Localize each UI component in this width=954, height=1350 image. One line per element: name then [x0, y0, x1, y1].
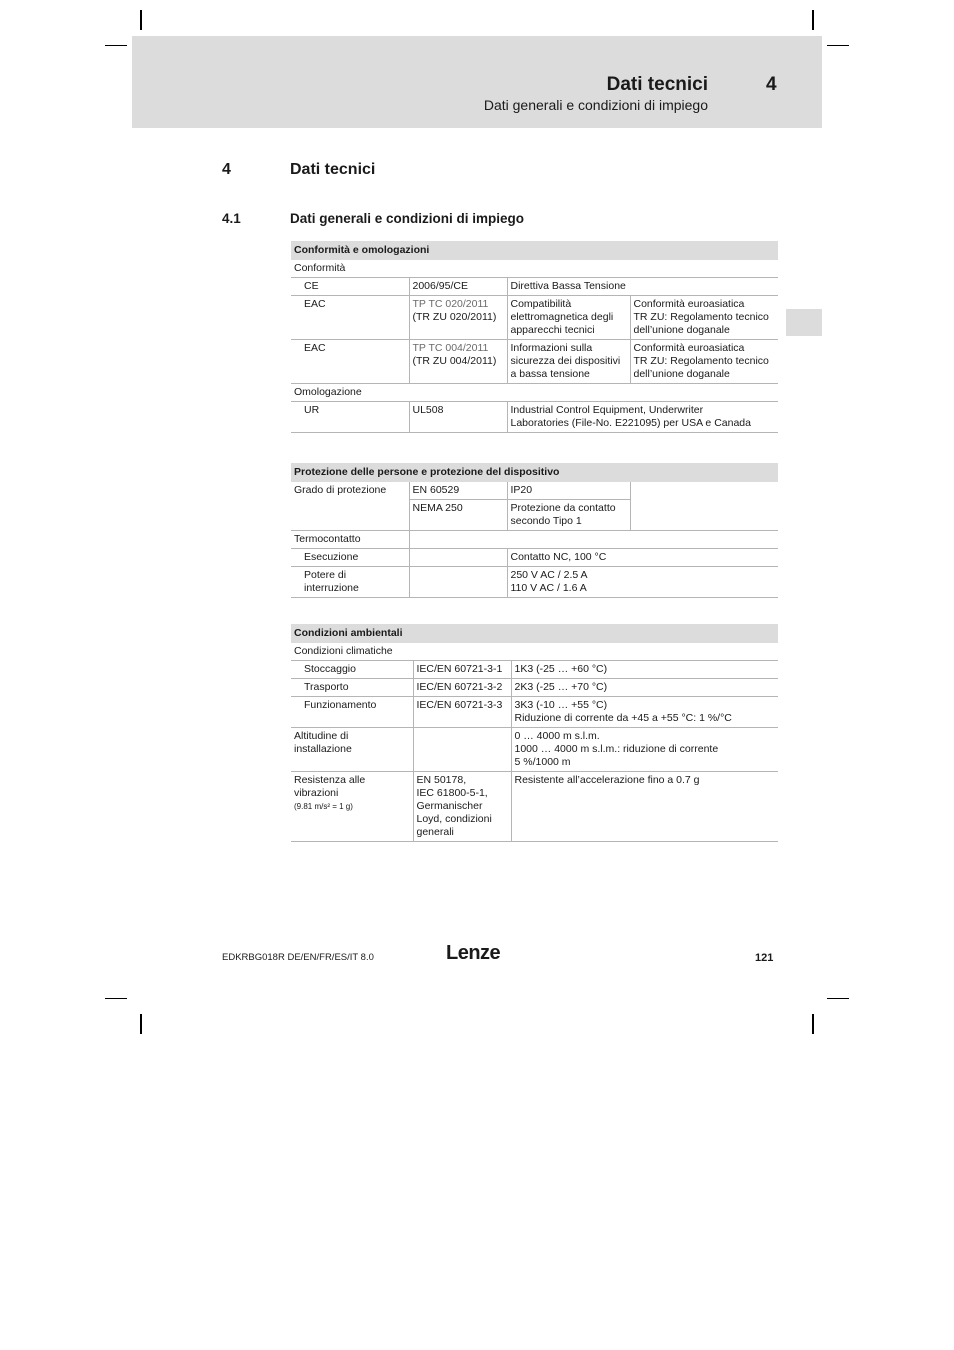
protection-table [291, 463, 778, 598]
cell-standard: NEMA 250 [409, 500, 507, 531]
standard-line: EN 50178, [416, 774, 467, 786]
lenze-logo: Lenze [446, 942, 501, 964]
table-row [291, 296, 778, 340]
standard-line: IEC 61800-5-1, [416, 787, 488, 799]
crop-mark [105, 998, 127, 999]
label-line: Resistenza alle [294, 774, 366, 786]
cell-label: CE [291, 278, 409, 296]
table-row [291, 340, 778, 384]
table-row [291, 661, 778, 679]
cell-value [507, 500, 630, 531]
table-row [291, 728, 778, 772]
heading1-text: Dati tecnici [290, 161, 376, 178]
value-line: Protezione da contatto [510, 502, 616, 514]
cell-empty [409, 531, 778, 549]
standard-line: TP TC 004/2011 [412, 342, 489, 354]
conformity-table [291, 241, 778, 433]
heading2-text: Dati generali e condizioni di impiego [290, 211, 525, 226]
cell-description: Direttiva Bassa Tensione [507, 278, 778, 296]
value-line: 0 … 4000 m s.l.m. [514, 730, 600, 742]
row-group-label: Condizioni climatiche [294, 645, 393, 657]
cell-label: UR [291, 402, 409, 433]
header-subtitle: Dati generali e condizioni di impiego [483, 97, 708, 113]
label-line: interruzione [304, 582, 359, 594]
crop-mark [812, 10, 814, 30]
table-row [291, 402, 778, 433]
footer-doc-code: EDKRBG018R DE/EN/FR/ES/IT 8.0 [222, 952, 374, 963]
crop-mark [812, 1014, 814, 1034]
note-line: dell’unione doganale [633, 368, 730, 380]
value-line: 250 V AC / 2.5 A [510, 569, 588, 581]
desc-line: apparecchi tecnici [510, 324, 595, 336]
page-number: 121 [755, 952, 774, 964]
value-line: 1000 … 4000 m s.l.m.: riduzione di corrente [514, 743, 719, 755]
cell-standard: IEC/EN 60721-3-1 [413, 661, 511, 679]
table-row [291, 549, 778, 567]
cell-note [630, 340, 778, 384]
note-line: Conformità euroasiatica [633, 298, 745, 310]
standard-line: (TR ZU 004/2011) [412, 355, 497, 367]
cell-label: EAC [291, 340, 409, 384]
cell-value [511, 728, 778, 772]
label-line: Potere di [304, 569, 347, 581]
cell-note [630, 296, 778, 340]
cell-standard: UL508 [409, 402, 507, 433]
cell-label [291, 772, 413, 842]
table-row [291, 679, 778, 697]
note-line: TR ZU: Regolamento tecnico [633, 311, 769, 323]
cell-label: Termocontatto [291, 531, 409, 549]
cell-description [507, 402, 778, 433]
standard-line: (TR ZU 020/2011) [412, 311, 497, 323]
value-line: secondo Tipo 1 [510, 515, 582, 527]
cell-empty [409, 567, 507, 598]
table-row [291, 531, 778, 549]
cell-value: 1K3 (-25 … +60 °C) [511, 661, 778, 679]
crop-mark [140, 10, 142, 30]
value-line: 3K3 (-10 … +55 °C) [514, 699, 608, 711]
environment-table [291, 624, 778, 842]
value-line: 110 V AC / 1.6 A [510, 582, 587, 594]
crop-mark [105, 45, 127, 46]
table-row [291, 482, 778, 500]
value-line: 5 %/1000 m [514, 756, 571, 768]
cell-label: Stoccaggio [291, 661, 413, 679]
table-caption: Condizioni ambientali [291, 624, 778, 643]
cell-standard [413, 772, 511, 842]
label-line: Altitudine di [294, 730, 349, 742]
note-line: TR ZU: Regolamento tecnico [633, 355, 769, 367]
cell-description [507, 340, 630, 384]
note-line: Conformità euroasiatica [633, 342, 745, 354]
cell-label [291, 728, 413, 772]
table-row [291, 567, 778, 598]
cell-standard [409, 296, 507, 340]
cell-description [507, 296, 630, 340]
desc-line: sicurezza dei dispositivi [510, 355, 621, 367]
label-note: (9.81 m/s² = 1 g) [294, 802, 353, 811]
table-caption: Conformità e omologazioni [291, 241, 778, 260]
cell-standard [409, 340, 507, 384]
cell-value [511, 697, 778, 728]
heading1-number: 4 [222, 161, 231, 178]
table-row [291, 772, 778, 842]
chapter-side-tab [786, 309, 822, 336]
cell-value: IP20 [507, 482, 630, 500]
desc-line: a bassa tensione [510, 368, 590, 380]
cell-label: Esecuzione [291, 549, 409, 567]
desc-line: elettromagnetica degli [510, 311, 614, 323]
crop-mark [827, 45, 849, 46]
value-line: Riduzione di corrente da +45 a +55 °C: 1 %/°C [514, 712, 732, 724]
desc-line: Industrial Control Equipment, Underwriter [510, 404, 704, 416]
cell-label: Funzionamento [291, 697, 413, 728]
cell-standard: IEC/EN 60721-3-2 [413, 679, 511, 697]
standard-line: TP TC 020/2011 [412, 298, 489, 310]
cell-standard: 2006/95/CE [409, 278, 507, 296]
cell-label: Grado di protezione [291, 482, 409, 531]
desc-line: Laboratories (File-No. E221095) per USA e Canada [510, 417, 751, 429]
cell-value: Contatto NC, 100 °C [507, 549, 778, 567]
cell-label: Trasporto [291, 679, 413, 697]
label-line: installazione [294, 743, 352, 755]
standard-line: generali [416, 826, 454, 838]
header-band [132, 36, 822, 128]
note-line: dell’unione doganale [633, 324, 730, 336]
table-row [291, 278, 778, 296]
cell-empty [630, 482, 778, 531]
cell-standard: IEC/EN 60721-3-3 [413, 697, 511, 728]
header-chapter-number: 4 [766, 74, 777, 95]
table-row [291, 697, 778, 728]
cell-value: 2K3 (-25 … +70 °C) [511, 679, 778, 697]
heading2-number: 4.1 [222, 211, 241, 226]
standard-line: Loyd, condizioni [416, 813, 492, 825]
cell-value: Resistente all’accelerazione fino a 0.7 g [511, 772, 778, 842]
cell-label: EAC [291, 296, 409, 340]
cell-empty [413, 728, 511, 772]
row-group-label: Omologazione [294, 386, 362, 398]
crop-mark [140, 1014, 142, 1034]
crop-mark [827, 998, 849, 999]
label-line: vibrazioni [294, 787, 339, 799]
cell-standard: EN 60529 [409, 482, 507, 500]
cell-empty [409, 549, 507, 567]
desc-line: Compatibilità [510, 298, 572, 310]
cell-label [291, 567, 409, 598]
standard-line: Germanischer [416, 800, 483, 812]
row-group-label: Conformità [294, 262, 346, 274]
table-caption: Protezione delle persone e protezione del dispositivo [291, 463, 778, 482]
cell-value [507, 567, 778, 598]
header-title: Dati tecnici [606, 74, 708, 95]
desc-line: Informazioni sulla [510, 342, 593, 354]
